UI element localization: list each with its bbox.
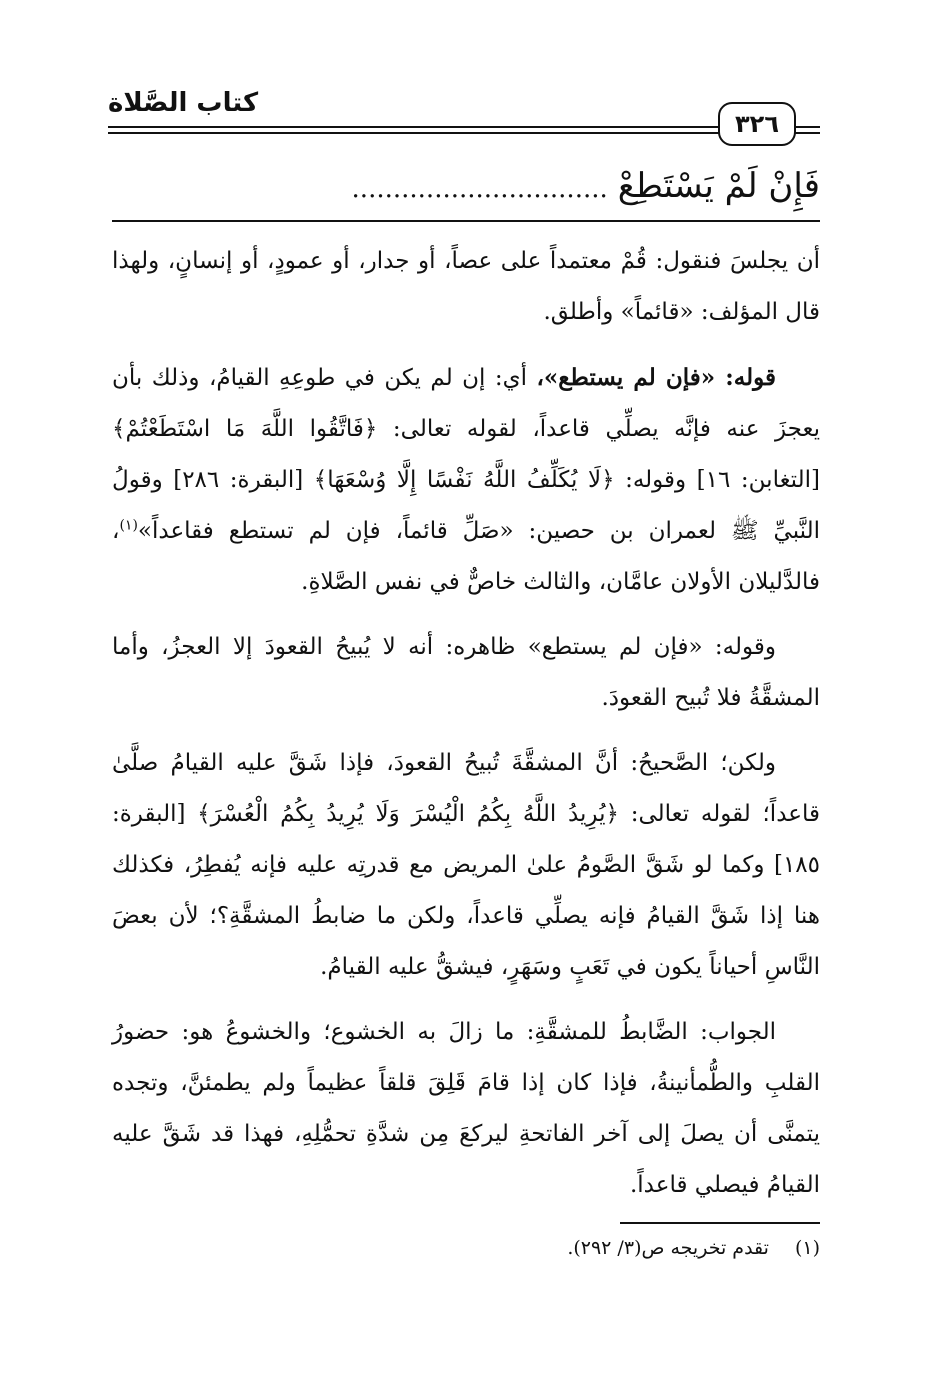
paragraph-4-text: [البقرة: ١٨٥] وكما لو شَقَّ الصَّومُ علىٰ المريض مع قدرتِه عليه فإنه يُفطِرُ، فكذلك هنا إذا شَقَّ القيامُ فإنه يصلِّي قاعداً، ولكن ما ضابطُ المشقَّةِ؟؛ لأن بعضَ النَّاسِ أحياناً يكون في تَعَبٍ وسَهَرٍ، فيشقُّ عليه القيامُ. — [112, 801, 820, 980]
footnote — [120, 1232, 820, 1264]
page-number: ٣٢٦ — [718, 102, 796, 146]
section-divider — [112, 220, 820, 222]
body-text — [112, 236, 820, 1225]
paragraph-2-text: ، فالدَّليلان الأولان عامَّان، والثالث خاصٌّ في نفس الصَّلاةِ. — [112, 518, 820, 595]
heading-dot-leader: ............................... — [351, 174, 608, 204]
paragraph-2 — [112, 352, 820, 608]
section-heading — [120, 158, 820, 214]
paragraph-2-text: أي: إن لم يكن في طوعِهِ القيامُ، وذلك بأن يعجزَ عنه فإنَّه يصلِّي قاعداً، لقوله تعالى: — [112, 365, 821, 442]
paragraph-1: أن يجلسَ فنقول: قُمْ معتمداً على عصاً، أو جدار، أو عمودٍ، أو إنسانٍ، ولهذا قال المؤلف: «قائماً» وأطلق. — [112, 248, 820, 325]
paragraph-4 — [112, 738, 820, 993]
header-rule — [108, 126, 820, 128]
header-rule — [108, 132, 820, 134]
quran-verse: ﴿فَاتَّقُوا اللَّهَ مَا اسْتَطَعْتُمْ﴾ — [112, 416, 378, 442]
quran-verse: ﴿لَا يُكَلِّفُ اللَّهُ نَفْسًا إِلَّا وُسْعَهَا﴾ — [313, 467, 615, 493]
paragraph-3: وقوله: «فإن لم يستطع» ظاهره: أنه لا يُبيحُ القعودَ إلا العجزُ، وأما المشقَّةُ فلا تُبيح القعودَ. — [112, 634, 820, 711]
running-header — [108, 82, 820, 146]
footnote-text: تقدم تخريجه ص(٣/ ٢٩٢). — [567, 1237, 769, 1259]
footnote-divider — [620, 1222, 820, 1224]
book-title: كتاب الصَّلاة — [108, 88, 259, 118]
verse-reference: [البقرة: ٢٨٦] وقولُ النَّبيِّ ﷺ لعمران بن حصين: «صَلِّ قائماً، فإن لم تستطع فقاعداً» — [112, 467, 820, 544]
paragraph-5: الجواب: الضَّابطُ للمشقَّةِ: ما زالَ به الخشوع؛ والخشوعُ هو: حضورُ القلبِ والطُّمأنينةُ، فإذا كان إذا قامَ قَلِقَ قلقاً عظيماً ولم يطمئنَّ، وتجده يتمنَّى أن يصلَ إلى آخر الفاتحةِ ليركعَ مِن شدَّةِ تحمُّلِهِ، فهذا قد شَقَّ عليه القيامُ فيصلي قاعداً. — [112, 1019, 820, 1198]
verse-reference: [التغابن: ١٦] وقوله: — [614, 467, 820, 493]
footnote-marker[interactable]: (١) — [119, 517, 138, 534]
commentary-lead: قوله: «فإن لم يستطع»، — [536, 364, 776, 391]
footnote-number: (١) — [794, 1237, 820, 1259]
paragraph-4-text: ولكن؛ الصَّحيحُ: أنَّ المشقَّةَ تُبيحُ القعودَ، فإذا شَقَّ عليه القيامُ صلَّىٰ قاعداً؛ لقوله تعالى: — [112, 750, 821, 827]
quran-verse: ﴿يُرِيدُ اللَّهُ بِكُمُ الْيُسْرَ وَلَا يُرِيدُ بِكُمُ الْعُسْرَ﴾ — [197, 801, 620, 827]
section-heading-text: فَإِنْ لَمْ يَسْتَطِعْ — [617, 166, 820, 206]
